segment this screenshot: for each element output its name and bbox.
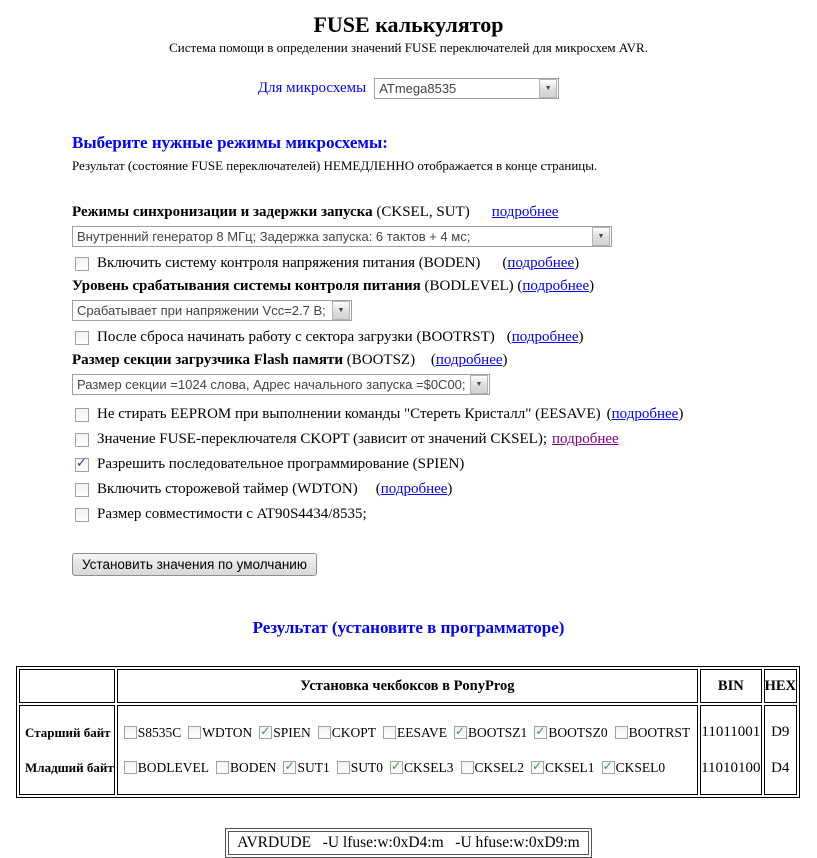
bootrst-more-wrap: (подробнее) bbox=[506, 329, 584, 345]
wdton-label: Включить сторожевой таймер (WDTON) bbox=[97, 481, 358, 497]
chevron-down-icon[interactable]: ▼ bbox=[539, 79, 557, 98]
fuse-bit-checkbox-sut0[interactable] bbox=[337, 761, 350, 774]
high-byte-bin: 11011001 bbox=[701, 723, 761, 740]
fuse-bit-cksel0 bbox=[602, 760, 666, 776]
fuse-bit-checkbox-cksel3[interactable] bbox=[390, 761, 403, 774]
fuse-bit-label: BOOTRST bbox=[628, 724, 691, 740]
chip-select[interactable] bbox=[374, 78, 559, 99]
bootrst-row bbox=[75, 329, 817, 346]
fuse-bit-checkbox-eesave[interactable] bbox=[383, 726, 396, 739]
fuse-bit-checkbox-ckopt[interactable] bbox=[318, 726, 331, 739]
chevron-down-icon[interactable]: ▼ bbox=[592, 227, 610, 246]
result-table bbox=[16, 666, 800, 798]
bootrst-label: После сброса начинать работу с сектора загрузки (BOOTRST) bbox=[97, 329, 495, 345]
fuse-bit-checkbox-bootrst[interactable] bbox=[615, 726, 628, 739]
ckopt-checkbox[interactable] bbox=[75, 433, 89, 447]
fuse-bit-wdton bbox=[188, 725, 252, 741]
spien-label: Разрешить последовательное программирование (SPIEN) bbox=[97, 456, 465, 472]
bodlevel-label-bold: Уровень срабатывания системы контроля питания bbox=[72, 278, 421, 294]
fuse-bit-ckopt bbox=[318, 725, 376, 741]
eesave-checkbox[interactable] bbox=[75, 408, 89, 422]
fuse-bit-sut1 bbox=[283, 760, 329, 776]
fuse-bit-checkbox-wdton[interactable] bbox=[188, 726, 201, 739]
cksel-label-code: (CKSEL, SUT) bbox=[372, 204, 470, 220]
boden-row bbox=[75, 255, 817, 272]
fuse-bit-checkbox-bootsz0[interactable] bbox=[534, 726, 547, 739]
cksel-section-label bbox=[72, 204, 817, 221]
bootsz-more-wrap: (подробнее) bbox=[430, 352, 508, 368]
low-byte-bin: 11010100 bbox=[701, 759, 761, 776]
result-table-header-row bbox=[19, 669, 797, 703]
set-defaults-button[interactable]: Установить значения по умолчанию bbox=[72, 553, 317, 576]
bodlevel-section-label bbox=[72, 278, 817, 295]
fuse-bit-checkbox-cksel1[interactable] bbox=[531, 761, 544, 774]
fuse-bit-label: BODEN bbox=[229, 759, 277, 775]
fuse-bit-checkbox-cksel0[interactable] bbox=[602, 761, 615, 774]
fuse-bit-label: BOOTSZ1 bbox=[468, 724, 528, 740]
eesave-more-wrap: (подробнее) bbox=[606, 406, 684, 422]
fuse-bit-label: SUT0 bbox=[350, 759, 384, 775]
fuse-bit-label: SPIEN bbox=[273, 724, 311, 740]
modes-note: Результат (состояние FUSE переключателей) НЕМЕДЛЕННО отображается в конце страницы. bbox=[72, 158, 598, 173]
fuse-bit-checkbox-s8535c[interactable] bbox=[124, 726, 137, 739]
bootsz-section-label bbox=[72, 352, 817, 369]
fuse-bit-label: CKSEL3 bbox=[404, 759, 454, 775]
fuse-bit-label: S8535C bbox=[137, 724, 182, 740]
compat-row bbox=[75, 506, 817, 523]
bodlevel-more-wrap: (подробнее) bbox=[517, 278, 595, 294]
result-heading: Результат (установите в программаторе) bbox=[252, 618, 565, 637]
fuse-bits-high bbox=[118, 725, 697, 741]
fuse-bit-sut0 bbox=[337, 760, 383, 776]
fuse-bit-label: WDTON bbox=[202, 724, 253, 740]
result-table-body-row bbox=[19, 705, 797, 795]
boden-more-wrap: (подробнее) bbox=[502, 255, 580, 271]
bootsz-select[interactable] bbox=[72, 374, 490, 395]
fuse-bit-label: CKSEL2 bbox=[474, 759, 525, 775]
low-byte-hex: D4 bbox=[771, 759, 790, 776]
spien-row bbox=[75, 456, 817, 473]
compat-label: Размер совместимости с AT90S4434/8535; bbox=[97, 506, 367, 522]
bodlevel-select[interactable] bbox=[72, 300, 352, 321]
fuse-bit-checkbox-boden[interactable] bbox=[216, 761, 229, 774]
cksel-select[interactable] bbox=[72, 226, 612, 247]
fuse-bit-spien bbox=[259, 725, 311, 741]
bootsz-more-link[interactable]: подробнее bbox=[435, 352, 503, 368]
fuse-bit-label: SUT1 bbox=[297, 759, 330, 775]
bootsz-label-bold: Размер секции загрузчика Flash памяти bbox=[72, 352, 343, 368]
bin-values-cell bbox=[700, 705, 761, 795]
cksel-select-value: Внутренний генератор 8 МГц; Задержка запуска: 6 тактов + 4 мс; bbox=[77, 229, 471, 244]
fuse-bit-label: CKOPT bbox=[331, 724, 377, 740]
fuse-bit-label: CKSEL0 bbox=[615, 759, 666, 775]
page-title: FUSE калькулятор bbox=[313, 12, 504, 37]
chevron-down-icon[interactable]: ▼ bbox=[470, 375, 488, 394]
bootrst-checkbox[interactable] bbox=[75, 331, 89, 345]
cksel-more-link[interactable]: подробнее bbox=[491, 204, 559, 220]
eesave-more-link[interactable]: подробнее bbox=[611, 406, 679, 422]
bootsz-select-value: Размер секции =1024 слова, Адрес начального запуска =$0C00; bbox=[77, 377, 466, 392]
fuse-bit-checkbox-bootsz1[interactable] bbox=[454, 726, 467, 739]
fuse-bit-checkbox-sut1[interactable] bbox=[283, 761, 296, 774]
fuse-bits-low bbox=[118, 760, 697, 776]
fuse-bit-checkbox-bodlevel[interactable] bbox=[124, 761, 137, 774]
bodlevel-label-code: (BODLEVEL) bbox=[420, 278, 514, 294]
header-empty-cell bbox=[19, 669, 115, 703]
fuse-bit-bootrst bbox=[615, 725, 691, 741]
fuse-bit-cksel3 bbox=[390, 760, 454, 776]
high-byte-hex: D9 bbox=[771, 723, 790, 740]
chip-label: Для микросхемы bbox=[257, 79, 367, 96]
avrdude-command-box bbox=[225, 828, 591, 858]
fuse-bit-label: BOOTSZ0 bbox=[548, 724, 608, 740]
fuse-bit-s8535c bbox=[124, 725, 182, 741]
fuse-bit-checkbox-cksel2[interactable] bbox=[461, 761, 474, 774]
fuse-bit-label: BODLEVEL bbox=[137, 759, 209, 775]
fuse-bit-eesave bbox=[383, 725, 447, 741]
wdton-more-wrap: (подробнее) bbox=[375, 481, 453, 497]
fuse-bit-cksel1 bbox=[531, 760, 595, 776]
page-subtitle: Система помощи в определении значений FUSE переключателей для микросхем AVR. bbox=[169, 40, 648, 55]
fuse-bit-checkbox-spien[interactable] bbox=[259, 726, 272, 739]
header-checkboxes-cell: Установка чекбоксов в PonyProg bbox=[117, 669, 698, 703]
wdton-checkbox[interactable] bbox=[75, 483, 89, 497]
byte-labels-cell bbox=[19, 705, 115, 795]
fuse-bits-cell bbox=[117, 705, 698, 795]
cksel-label-bold: Режимы синхронизации и задержки запуска bbox=[72, 204, 373, 220]
ckopt-more-link[interactable]: подробнее bbox=[552, 431, 619, 447]
ckopt-label: Значение FUSE-переключателя CKOPT (зависит от значений CKSEL); bbox=[97, 431, 547, 447]
eesave-row bbox=[75, 406, 817, 423]
modes-heading: Выберите нужные режимы микросхемы: bbox=[72, 133, 388, 152]
ckopt-row bbox=[75, 431, 817, 448]
header-hex-cell: HEX bbox=[764, 669, 797, 703]
boden-more-link[interactable]: подробнее bbox=[507, 255, 575, 271]
fuse-bit-cksel2 bbox=[461, 760, 525, 776]
fuse-bit-bodlevel bbox=[124, 760, 209, 776]
boden-checkbox[interactable] bbox=[75, 257, 89, 271]
bootrst-more-link[interactable]: подробнее bbox=[511, 329, 579, 345]
hex-values-cell bbox=[764, 705, 797, 795]
chip-select-value: ATmega8535 bbox=[379, 81, 457, 96]
low-byte-label: Младший байт bbox=[25, 759, 114, 775]
bootsz-label-code: (BOOTSZ) bbox=[343, 352, 416, 368]
eesave-label: Не стирать EEPROM при выполнении команды "Стереть Кристалл" (EESAVE) bbox=[97, 406, 601, 422]
boden-label: Включить систему контроля напряжения питания (BODEN) bbox=[97, 255, 481, 271]
fuse-bit-label: EESAVE bbox=[397, 724, 448, 740]
fuse-bit-boden bbox=[216, 760, 277, 776]
high-byte-label: Старший байт bbox=[25, 724, 111, 740]
wdton-more-link[interactable]: подробнее bbox=[380, 481, 448, 497]
chip-select-row bbox=[0, 78, 817, 99]
spien-checkbox[interactable] bbox=[75, 458, 89, 472]
bodlevel-more-link[interactable]: подробнее bbox=[522, 278, 590, 294]
fuse-bit-bootsz0 bbox=[534, 725, 607, 741]
fuse-bit-label: CKSEL1 bbox=[545, 759, 595, 775]
bodlevel-select-value: Срабатывает при напряжении Vcc=2.7 В; bbox=[77, 303, 326, 318]
chevron-down-icon[interactable]: ▼ bbox=[332, 301, 350, 320]
compat-checkbox[interactable] bbox=[75, 508, 89, 522]
wdton-row bbox=[75, 481, 817, 498]
header-bin-cell: BIN bbox=[700, 669, 761, 703]
fuse-bit-bootsz1 bbox=[454, 725, 527, 741]
avrdude-command: AVRDUDE -U lfuse:w:0xD4:m -U hfuse:w:0xD9:m bbox=[228, 831, 588, 855]
